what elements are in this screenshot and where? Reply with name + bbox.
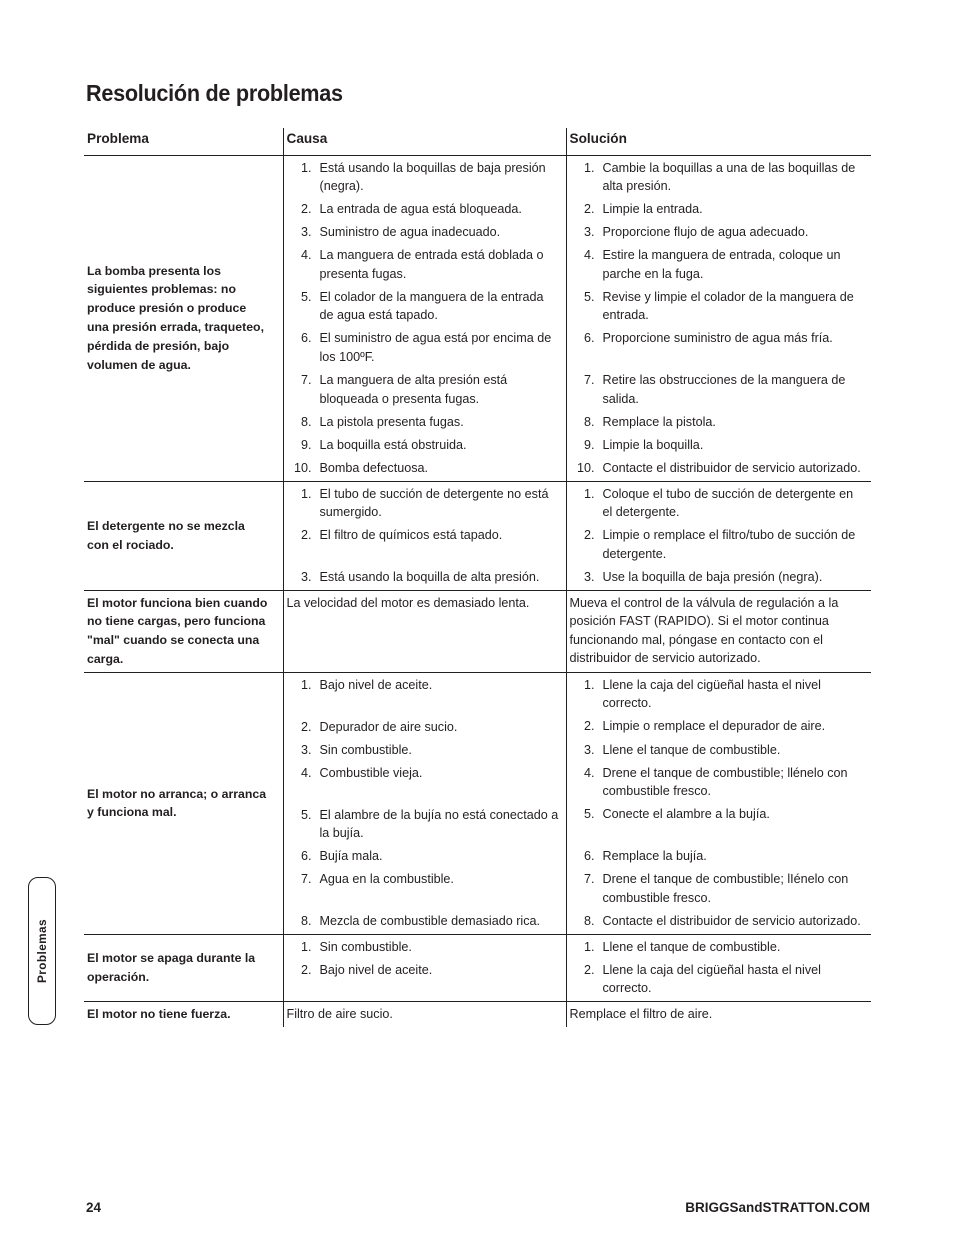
item-number: 1. — [583, 677, 595, 692]
item-number: 10. — [576, 461, 595, 476]
item-text: La pistola presenta fugas. — [319, 414, 464, 429]
item-number: 2. — [300, 962, 312, 977]
header-solution: Solución — [566, 128, 871, 155]
item-number: 5. — [300, 807, 312, 822]
table-row — [84, 1001, 871, 1026]
problem-cell: El motor no tiene fuerza. — [87, 1006, 231, 1021]
item-text: Use la boquilla de baja presión (negra). — [602, 569, 823, 584]
cause-item — [287, 288, 561, 325]
item-number: 3. — [583, 225, 595, 240]
item-text: Sin combustible. — [319, 939, 412, 954]
item-text: Limpie o remplace el depurador de aire. — [602, 719, 826, 734]
item-number: 1. — [300, 939, 312, 954]
item-text: Limpie la boquilla. — [602, 438, 704, 453]
item-text: Sin combustible. — [319, 742, 412, 757]
cause-cell — [283, 672, 566, 934]
item-number: 6. — [583, 849, 595, 864]
item-number: 5. — [583, 807, 595, 822]
item-text: Bajo nivel de aceite. — [319, 677, 433, 692]
cause-item — [287, 329, 561, 366]
item-text: La boquilla está obstruida. — [319, 437, 467, 452]
item-number: 2. — [583, 962, 595, 977]
item-number: 6. — [583, 331, 595, 346]
item-number: 7. — [583, 373, 595, 388]
item-text: Contacte el distribuidor de servicio autorizado. — [602, 913, 861, 928]
cause-cell: Filtro de aire sucio. — [283, 1001, 566, 1026]
item-text: El filtro de químicos está tapado. — [319, 528, 503, 543]
solution-item — [570, 805, 867, 824]
cause-cell — [283, 934, 566, 1001]
item-text: Revise y limpie el colador de la manguera de entrada. — [602, 289, 854, 323]
solution-cell — [566, 672, 871, 934]
item-text: Está usando la boquilla de alta presión. — [319, 570, 540, 585]
cause-item — [287, 223, 561, 242]
item-number: 2. — [300, 719, 312, 734]
item-number: 1. — [583, 160, 595, 175]
item-text: Mezcla de combustible demasiado rica. — [319, 914, 540, 929]
solution-list — [570, 159, 867, 478]
item-text: Bujía mala. — [319, 849, 383, 864]
cause-item — [287, 676, 561, 695]
cause-item — [287, 526, 561, 545]
item-number: 3. — [300, 225, 312, 240]
problem-cell: El motor se apaga durante la operación. — [84, 934, 283, 1001]
cause-item — [287, 961, 561, 980]
item-text: El suministro de agua está por encima de los 100ºF. — [319, 331, 552, 364]
item-number: 9. — [300, 437, 312, 452]
header-cause: Causa — [283, 128, 566, 155]
item-number: 2. — [300, 528, 312, 543]
solution-item — [570, 371, 867, 408]
item-number: 3. — [300, 742, 312, 757]
cause-item — [287, 741, 561, 760]
cause-cell — [283, 481, 566, 590]
item-number: 7. — [300, 872, 312, 887]
item-text: Remplace la pistola. — [602, 414, 716, 429]
solution-item — [570, 413, 867, 432]
cause-item — [287, 413, 561, 432]
table-row — [84, 934, 871, 1001]
cause-item — [287, 200, 561, 219]
troubleshooting-table — [84, 128, 871, 1027]
solution-item — [570, 938, 867, 957]
cause-item — [287, 371, 561, 408]
item-number: 1. — [300, 677, 312, 692]
item-text: Llene el tanque de combustible. — [602, 939, 781, 954]
cause-item — [287, 159, 561, 196]
item-text: Drene el tanque de combustible; lIénelo con combustible fresco. — [602, 872, 849, 905]
item-number: 2. — [583, 528, 595, 543]
cause-item — [287, 246, 561, 283]
solution-cell: Remplace el filtro de aire. — [566, 1001, 871, 1026]
solution-item — [570, 961, 867, 998]
cause-item — [287, 485, 561, 522]
solution-cell — [566, 481, 871, 590]
item-text: El tubo de succión de detergente no está sumergido. — [319, 486, 549, 520]
item-text: Limpie o remplace el filtro/tubo de succión de detergente. — [602, 528, 856, 561]
solution-item — [570, 568, 867, 587]
solution-item — [570, 676, 867, 713]
solution-list — [570, 938, 867, 998]
table-row — [84, 672, 871, 934]
cause-cell: La velocidad del motor es demasiado lenta. — [283, 590, 566, 672]
solution-item — [570, 223, 867, 242]
item-number: 3. — [583, 569, 595, 584]
solution-cell — [566, 155, 871, 481]
table-row — [84, 481, 871, 590]
item-text: Está usando la boquillas de baja presión (negra). — [319, 160, 546, 193]
cause-item — [287, 718, 561, 737]
item-number: 4. — [300, 248, 312, 263]
item-number: 5. — [300, 289, 312, 304]
item-text: Remplace la bujía. — [602, 849, 707, 864]
item-number: 7. — [300, 373, 312, 388]
cause-item — [287, 938, 561, 957]
table-row — [84, 590, 871, 672]
item-text: El alambre de la bujía no está conectado a la bujía. — [319, 807, 559, 841]
item-text: Combustible vieja. — [319, 765, 423, 780]
item-number: 4. — [583, 765, 595, 780]
item-number: 8. — [300, 914, 312, 929]
item-text: Llene la caja del cigüeñal hasta el nivel correcto. — [602, 962, 821, 996]
solution-item — [570, 741, 867, 760]
problem-cell: La bomba presenta los siguientes problemas: no produce presión o produce una presión errada, traqueteo, pérdida de presión, bajo volumen de agua. — [84, 155, 283, 481]
item-number: 2. — [300, 202, 312, 217]
item-number: 1. — [300, 160, 312, 175]
item-text: Proporcione flujo de agua adecuado. — [602, 225, 809, 240]
cause-item — [287, 870, 561, 889]
item-text: Agua en la combustible. — [319, 872, 454, 887]
solution-cell: Mueva el control de la válvula de regulación a la posición FAST (RAPIDO). Si el motor continua funcionando mal, póngase en contacto con el distribuidor de servicio autorizado. — [566, 590, 871, 672]
item-number: 8. — [583, 414, 595, 429]
solution-item — [570, 246, 867, 283]
item-number: 3. — [583, 742, 595, 757]
cause-item — [287, 847, 561, 866]
section-side-tab — [28, 877, 56, 1025]
page-number: 24 — [86, 1200, 102, 1215]
cause-item — [287, 912, 561, 931]
item-number: 4. — [300, 765, 312, 780]
item-text: Depurador de aire sucio. — [319, 719, 458, 734]
item-text: El colador de la manguera de la entrada de agua está tapado. — [319, 289, 544, 323]
header-problem: Problema — [84, 128, 283, 155]
item-number: 6. — [300, 331, 312, 346]
item-text: La entrada de agua está bloqueada. — [319, 202, 522, 217]
solution-list — [570, 676, 867, 930]
solution-item — [570, 436, 867, 455]
item-text: Suministro de agua inadecuado. — [319, 225, 501, 240]
item-text: Bajo nivel de aceite. — [319, 962, 433, 977]
item-number: 2. — [583, 719, 595, 734]
table-header-row — [84, 128, 871, 155]
solution-item — [570, 870, 867, 907]
problem-cell: El motor no arranca; o arranca y funciona mal. — [84, 672, 283, 934]
item-text: Drene el tanque de combustible; llénelo con combustible fresco. — [602, 765, 848, 799]
item-number: 8. — [300, 414, 312, 429]
cause-list — [287, 676, 561, 931]
item-number: 3. — [300, 570, 312, 585]
website-url: BRIGGSandSTRATTON.COM — [685, 1200, 870, 1215]
solution-item — [570, 459, 867, 478]
solution-item — [570, 288, 867, 325]
item-number: 7. — [583, 872, 595, 887]
solution-item — [570, 485, 867, 522]
cause-list — [287, 938, 561, 980]
solution-item — [570, 200, 867, 219]
item-text: Estire la manguera de entrada, coloque un parche en la fuga. — [602, 248, 841, 281]
item-number: 10. — [293, 460, 312, 475]
solution-item — [570, 717, 867, 736]
solution-item — [570, 847, 867, 866]
cause-item — [287, 568, 561, 587]
cause-cell — [283, 155, 566, 481]
item-text: Limpie la entrada. — [602, 202, 703, 217]
item-text: Conecte el alambre a la bujía. — [602, 807, 770, 822]
page-title: Resolución de problemas — [86, 80, 343, 106]
item-number: 8. — [583, 913, 595, 928]
item-text: Retire las obstrucciones de la manguera de salida. — [602, 373, 846, 406]
solution-item — [570, 764, 867, 801]
item-text: Coloque el tubo de succión de detergente en el detergente. — [602, 486, 854, 520]
solution-item — [570, 912, 867, 931]
table-row — [84, 155, 871, 481]
solution-cell — [566, 934, 871, 1001]
cause-list — [287, 485, 561, 587]
item-number: 5. — [583, 289, 595, 304]
cause-item — [287, 806, 561, 843]
solution-item — [570, 329, 867, 348]
item-text: Llene la caja del cigüeñal hasta el nivel correcto. — [602, 677, 821, 711]
item-text: La manguera de entrada está doblada o presenta fugas. — [319, 248, 544, 281]
cause-item — [287, 459, 561, 478]
cause-item — [287, 764, 561, 783]
cause-list — [287, 159, 561, 478]
item-text: Contacte el distribuidor de servicio autorizado. — [602, 461, 861, 476]
item-number: 2. — [583, 202, 595, 217]
solution-list — [570, 485, 867, 587]
side-tab-label: Problemas — [35, 919, 49, 983]
cause-item — [287, 436, 561, 455]
solution-item — [570, 159, 867, 196]
item-text: Cambie la boquillas a una de las boquillas de alta presión. — [602, 160, 856, 193]
item-text: Bomba defectuosa. — [319, 460, 429, 475]
item-text: Proporcione suministro de agua más fría. — [602, 331, 833, 346]
item-text: La manguera de alta presión está bloqueada o presenta fugas. — [319, 373, 508, 406]
item-number: 1. — [583, 939, 595, 954]
item-number: 1. — [583, 486, 595, 501]
item-number: 1. — [300, 486, 312, 501]
item-number: 9. — [583, 438, 595, 453]
item-text: Llene el tanque de combustible. — [602, 742, 781, 757]
problem-cell: El detergente no se mezcla con el rociado. — [84, 481, 283, 590]
item-number: 6. — [300, 849, 312, 864]
problem-cell: El motor funciona bien cuando no tiene cargas, pero funciona "mal" cuando se conecta una carga. — [84, 590, 283, 672]
solution-item — [570, 526, 867, 563]
item-number: 4. — [583, 248, 595, 263]
